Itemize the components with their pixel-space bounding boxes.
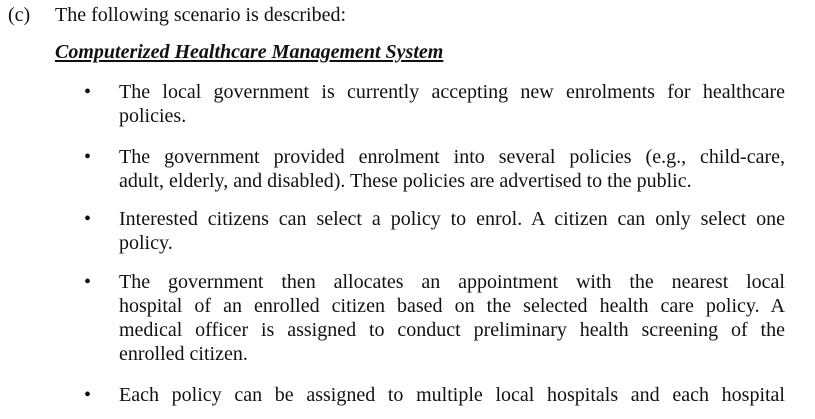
bullet-line: The government provided enrolment into several policies (e.g., child-care, bbox=[119, 146, 785, 168]
bullet-icon: • bbox=[84, 208, 92, 230]
bullet-line: policy. bbox=[119, 232, 173, 254]
bullet-line: The local government is currently accepting new enrolments for healthcare bbox=[119, 81, 785, 103]
question-label: (c) bbox=[8, 4, 31, 26]
question-intro: The following scenario is described: bbox=[55, 4, 347, 26]
bullet-item bbox=[119, 383, 785, 407]
bullet-item bbox=[119, 270, 785, 366]
bullet-line: The government then allocates an appointment with the nearest local bbox=[119, 271, 785, 293]
bullet-icon: • bbox=[84, 146, 92, 168]
scenario-title: Computerized Healthcare Management System bbox=[55, 41, 444, 63]
bullet-item bbox=[119, 145, 785, 193]
bullet-icon: • bbox=[84, 384, 92, 406]
bullet-item bbox=[119, 207, 785, 255]
bullet-line: adult, elderly, and disabled). These policies are advertised to the public. bbox=[119, 170, 692, 192]
bullet-line: enrolled citizen. bbox=[119, 343, 248, 365]
bullet-item bbox=[119, 80, 785, 128]
question-header bbox=[8, 3, 346, 27]
bullet-line: Interested citizens can select a policy to enrol. A citizen can only select one bbox=[119, 208, 785, 230]
bullet-line: hospital of an enrolled citizen based on the selected health care policy. A bbox=[119, 295, 785, 317]
bullet-line: policies. bbox=[119, 105, 187, 127]
bullet-icon: • bbox=[84, 81, 92, 103]
bullet-line: Each policy can be assigned to multiple local hospitals and each hospital bbox=[119, 384, 785, 406]
bullet-line: medical officer is assigned to conduct preliminary health screening of the bbox=[119, 319, 785, 341]
bullet-icon: • bbox=[84, 271, 92, 293]
